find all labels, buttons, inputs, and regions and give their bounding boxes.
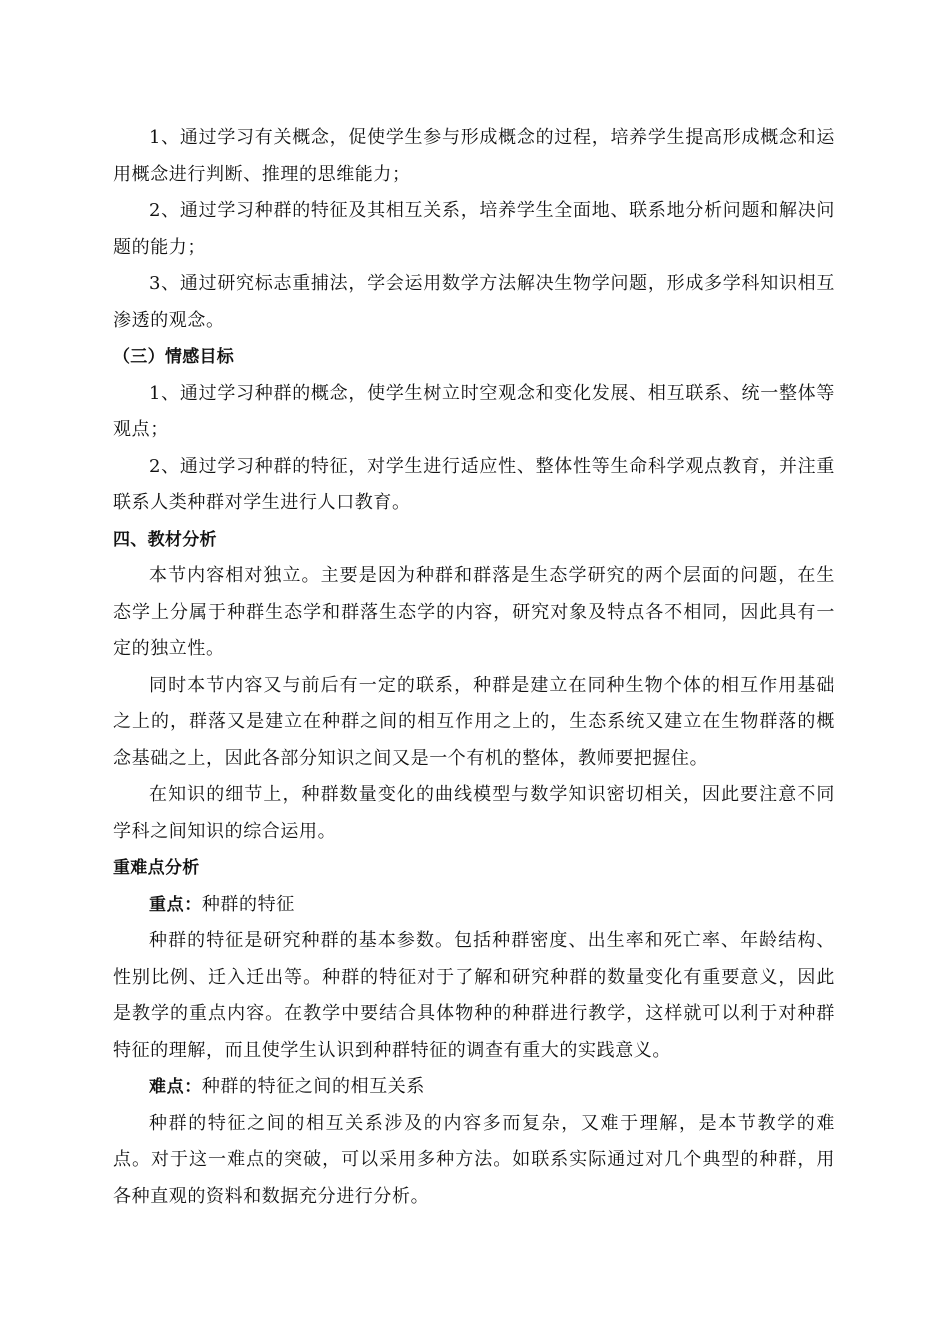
ability-item-3: 3、通过研究标志重捕法，学会运用数学方法解决生物学问题，形成多学科知识相互渗透的观念。 [113,273,835,331]
key-point-title: 种群的特征 [201,893,295,915]
ability-item-2: 2、通过学习种群的特征及其相互关系，培养学生全面地、联系地分析问题和解决问题的能力； [113,200,835,258]
difficulty-text: 种群的特征之间的相互关系涉及的内容多而复杂，又难于理解，是本节教学的难点。对于这一难点的突破，可以采用多种方法。如联系实际通过对几个典型的种群，用各种直观的资料和数据充分进行分析。 [113,1112,835,1207]
difficulty-title: 种群的特征之间的相互关系 [201,1076,426,1097]
key-point-text: 种群的特征是研究种群的基本参数。包括种群密度、出生率和死亡率、年龄结构、性别比例、迁入迁出等。种群的特征对于了解和研究种群的数量变化有重要意义，因此是教学的重点内容。在教学中要结合具体物种的种群进行教学，这样就可以利于对种群特征的理解，而且使学生认识到种群特征的调查有重大的实践意义。 [113,930,835,1061]
key-point-line [113,887,835,924]
textbook-heading: 四、教材分析 [113,529,217,550]
difficulty-line [113,1069,835,1106]
textbook-paragraph-2: 同时本节内容又与前后有一定的联系，种群是建立在同种生物个体的相互作用基础之上的，群落又是建立在种群之间的相互作用之上的，生态系统又建立在生物群落的概念基础之上，因此各部分知识之间又是一个有机的整体，教师要把握住。 [113,674,835,769]
emotion-item-2: 2、通过学习种群的特征，对学生进行适应性、整体性等生命科学观点教育，并注重联系人类种群对学生进行人口教育。 [113,455,835,513]
textbook-paragraph-3: 在知识的细节上，种群数量变化的曲线模型与数学知识密切相关，因此要注意不同学科之间知识的综合运用。 [113,784,835,842]
ability-item-1: 1、通过学习有关概念，促使学生参与形成概念的过程，培养学生提高形成概念和运用概念进行判断、推理的思维能力； [113,127,835,185]
key-point-label: 重点： [149,894,202,915]
emotion-item-1: 1、通过学习种群的概念，使学生树立时空观念和变化发展、相互联系、统一整体等观点； [113,382,835,440]
emotion-heading: （三）情感目标 [113,347,235,367]
textbook-paragraph-1: 本节内容相对独立。主要是因为种群和群落是生态学研究的两个层面的问题，在生态学上分属于种群生态学和群落生态学的内容，研究对象及特点各不相同，因此具有一定的独立性。 [113,565,835,659]
keypoint-heading: 重难点分析 [113,858,200,878]
document-page [113,120,835,1215]
difficulty-label: 难点： [149,1077,202,1097]
